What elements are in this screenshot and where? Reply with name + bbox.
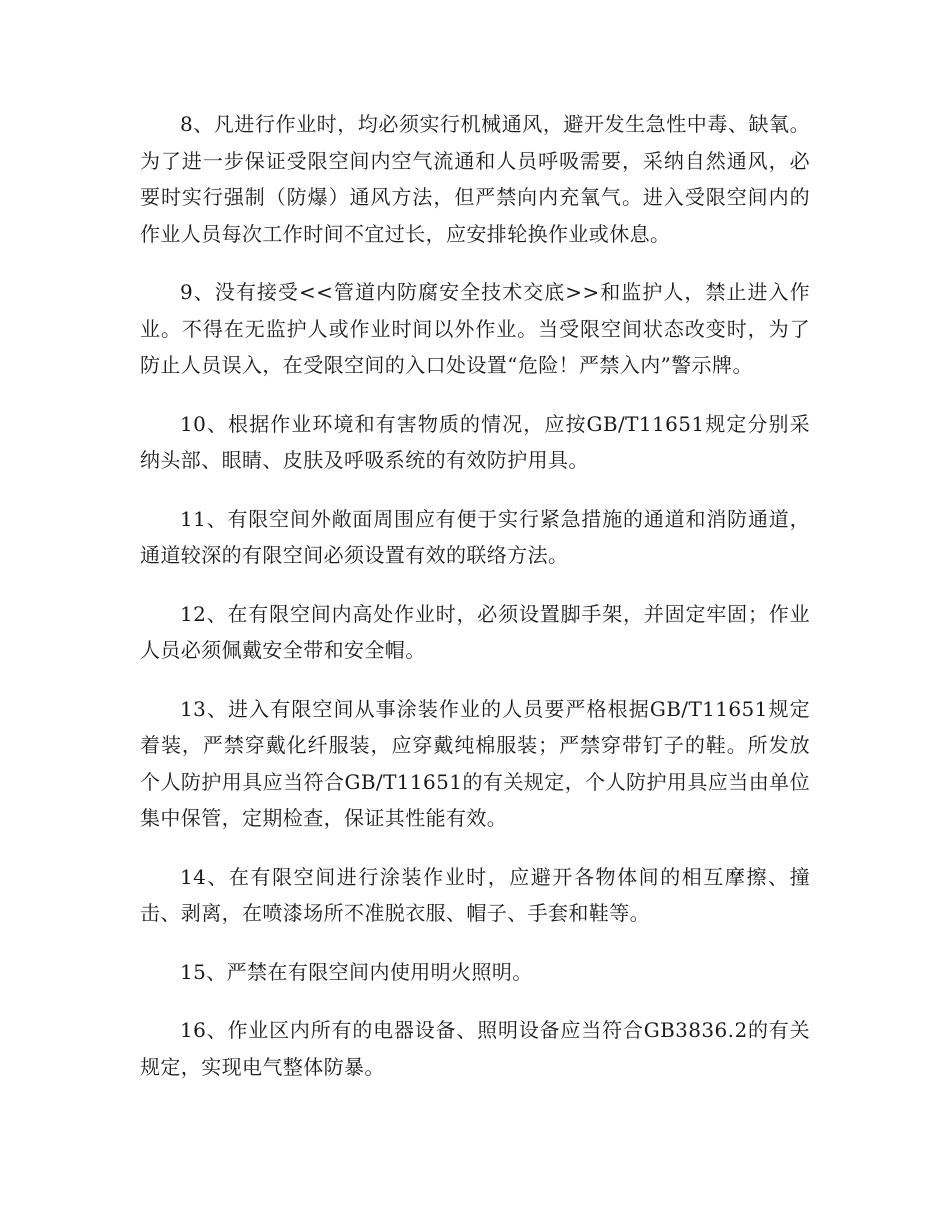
paragraph-10: 10、根据作业环境和有害物质的情况，应按GB/T11651规定分别采纳头部、眼睛、皮肤及呼吸系统的有效防护用具。 xyxy=(140,411,810,472)
document-body xyxy=(140,106,810,1107)
paragraph-12: 12、在有限空间内高处作业时，必须设置脚手架，并固定牢固；作业人员必须佩戴安全带和安全帽。 xyxy=(140,601,810,662)
paragraph-14: 14、在有限空间进行涂装作业时，应避开各物体间的相互摩擦、撞击、剥离，在喷漆场所不准脱衣服、帽子、手套和鞋等。 xyxy=(140,864,810,925)
paragraph-16: 16、作业区内所有的电器设备、照明设备应当符合GB3836.2的有关规定，实现电气整体防暴。 xyxy=(140,1018,810,1079)
paragraph-9: 9、没有接受<<管道内防腐安全技术交底>>和监护人，禁止进入作业。不得在无监护人或作业时间以外作业。当受限空间状态改变时，为了防止人员误入，在受限空间的入口处设置“危险！严禁入内”警示牌。 xyxy=(140,280,810,377)
paragraph-8: 8、凡进行作业时，均必须实行机械通风，避开发生急性中毒、缺氧。为了进一步保证受限空间内空气流通和人员呼吸需要，采纳自然通风，必要时实行强制（防爆）通风方法，但严禁向内充氧气。进入受限空间内的作业人员每次工作时间不宜过长，应安排轮换作业或休息。 xyxy=(140,112,810,246)
paragraph-13: 13、进入有限空间从事涂装作业的人员要严格根据GB/T11651规定着装，严禁穿戴化纤服装，应穿戴纯棉服装；严禁穿带钉子的鞋。所发放个人防护用具应当符合GB/T11651的有关规定，个人防护用具应当由单位集中保管，定期检查，保证其性能有效。 xyxy=(140,696,810,830)
paragraph-15: 15、严禁在有限空间内使用明火照明。 xyxy=(180,959,533,984)
paragraph-11: 11、有限空间外敞面周围应有便于实行紧急措施的通道和消防通道，通道较深的有限空间必须设置有效的联络方法。 xyxy=(140,506,810,567)
